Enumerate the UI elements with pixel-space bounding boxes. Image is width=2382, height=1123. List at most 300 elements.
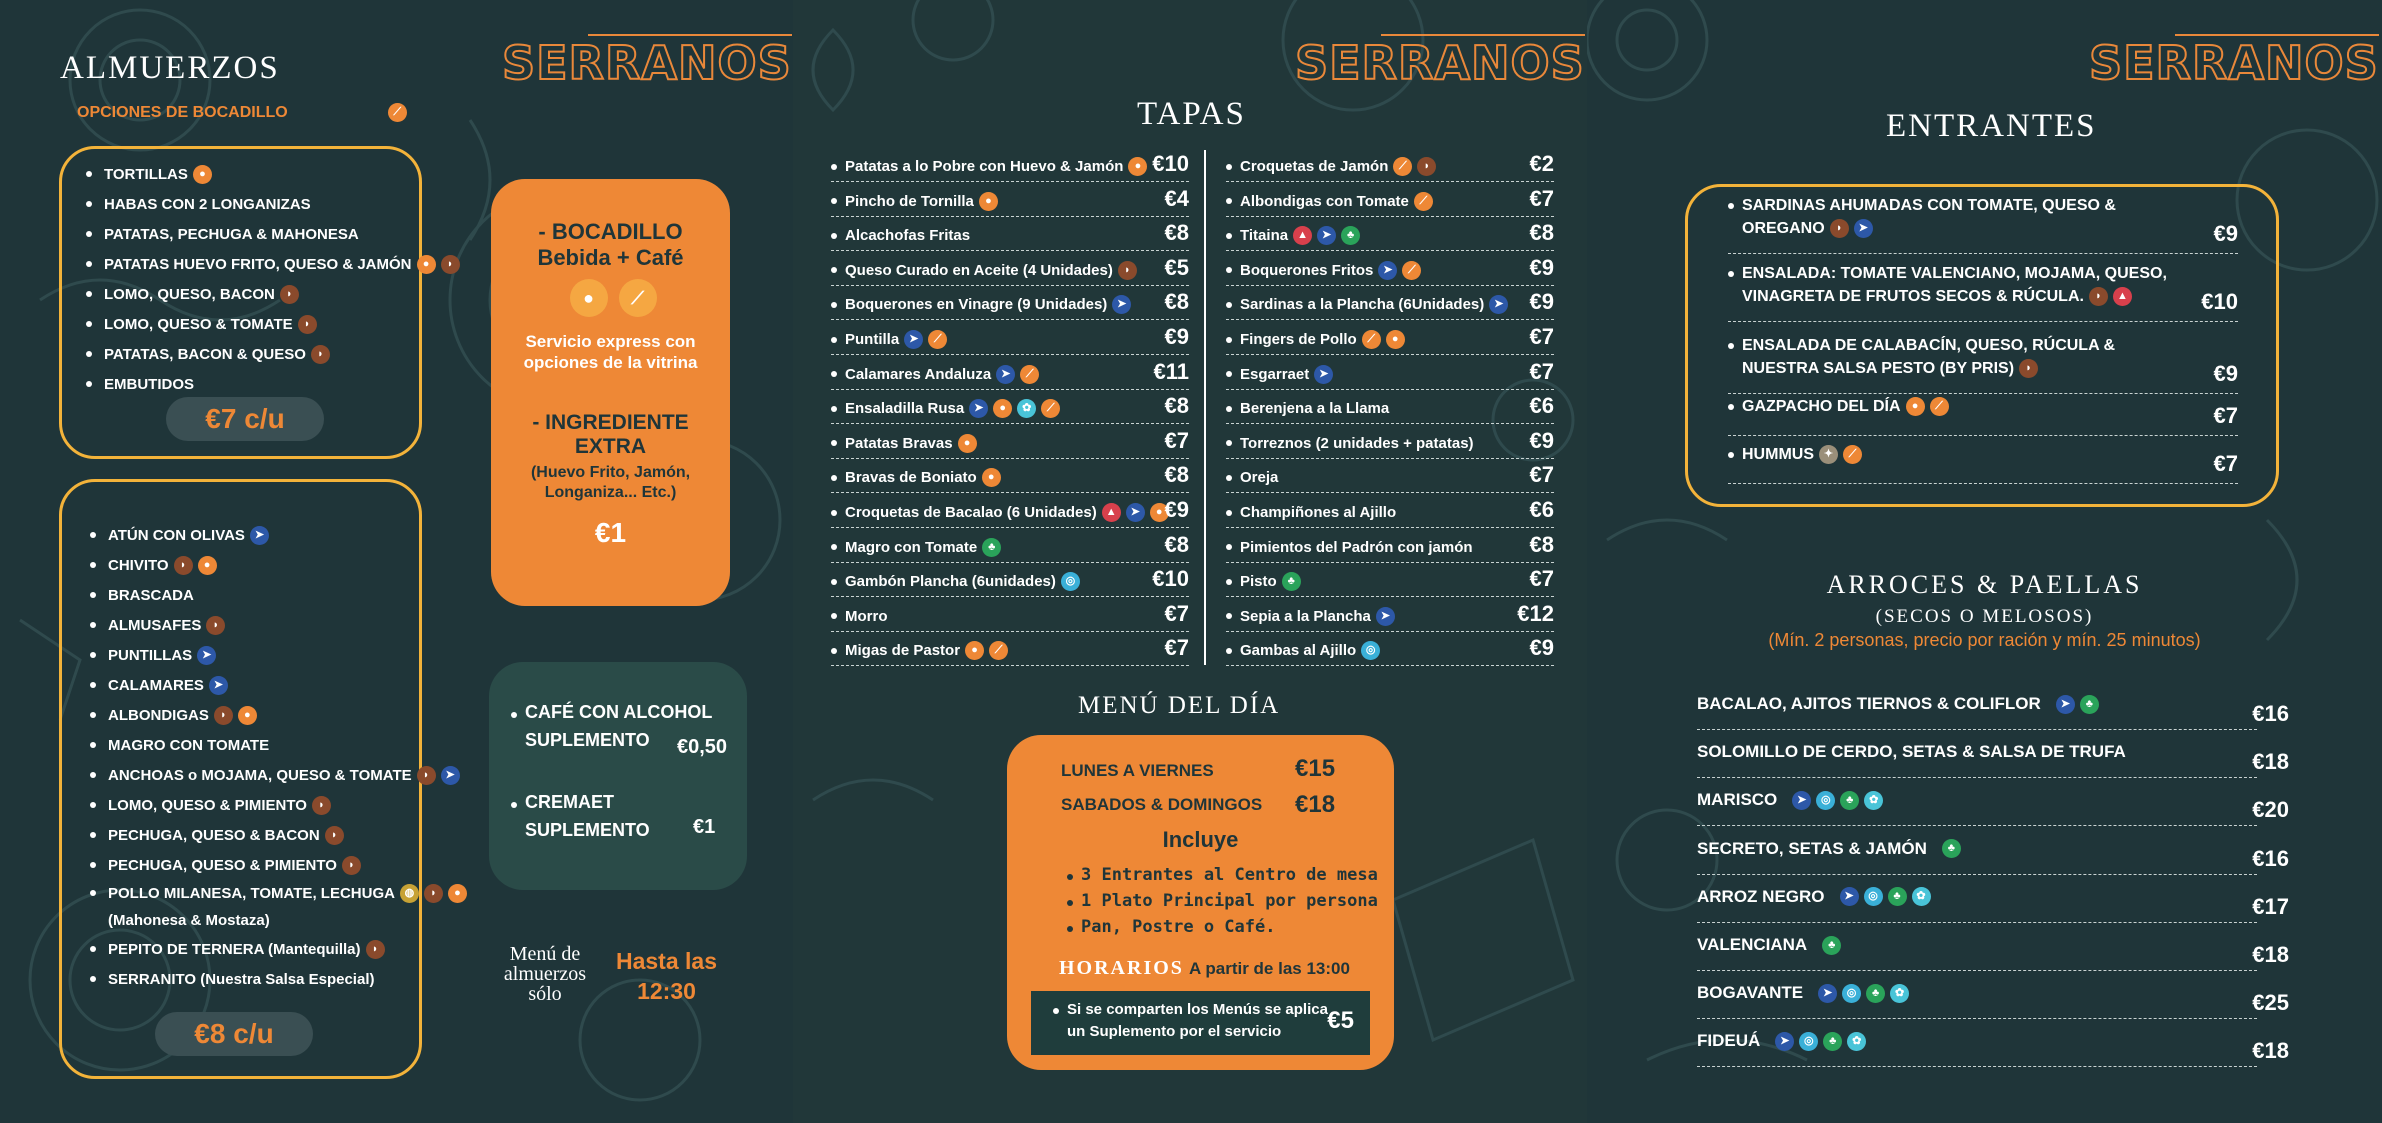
item-name: PECHUGA, QUESO & PIMIENTO [108, 856, 337, 874]
list-item [84, 339, 460, 369]
row-name [1697, 694, 2099, 714]
row-name [831, 503, 1169, 522]
entrante-name-cont: OREGANO [1742, 219, 1825, 237]
entrante-price: €7 [2213, 451, 2238, 476]
gluten-allergen-icon: ⟋ [989, 641, 1008, 660]
arroz-name: SECRETO, SETAS & JAMÓN [1697, 838, 1927, 858]
row-name [1226, 607, 1395, 626]
dairy-allergen-icon: ◗ [206, 616, 225, 635]
bullet [1728, 343, 1734, 349]
logo-bar [588, 34, 792, 36]
almuerzo-footer-right: Hasta las 12:30 [615, 948, 717, 1004]
cremaet-sup: SUPLEMENTO [525, 820, 650, 840]
egg-allergen-icon: ● [238, 706, 257, 725]
bullet [1226, 579, 1232, 585]
arroz-row [1697, 690, 2289, 730]
row-name [1226, 435, 1474, 452]
promo-express: Servicio express con opciones de la vitrina [523, 332, 698, 372]
coffee-box [489, 662, 747, 890]
dairy-allergen-icon: ◗ [312, 796, 331, 815]
row-name [1226, 539, 1473, 556]
panel-almuerzos [0, 0, 793, 1123]
item-price: €12 [1517, 600, 1554, 626]
dairy-allergen-icon: ◗ [366, 940, 385, 959]
item-price: €7 [1529, 185, 1554, 211]
row-name [1697, 983, 1909, 1003]
bullet [831, 648, 837, 654]
row-name [1226, 641, 1380, 660]
fish-allergen-icon: ➤ [1775, 1032, 1794, 1051]
menu-row [831, 256, 1189, 286]
item-name: Pincho de Tornilla [845, 192, 974, 210]
arroces-note: (Mín. 2 personas, precio por ración y mín. 25 minutos) [1768, 630, 2201, 650]
egg-allergen-icon: ● [193, 165, 212, 184]
fish-allergen-icon: ➤ [209, 676, 228, 695]
crustacean-allergen-icon: ✿ [1912, 887, 1931, 906]
menu-row [831, 221, 1189, 251]
row-name [1226, 504, 1396, 521]
entrante-line1 [1728, 445, 2238, 464]
crustacean-allergen-icon: ✿ [1864, 791, 1883, 810]
list-item-subline [88, 906, 467, 934]
cafe-alcohol [511, 702, 712, 723]
entrante-line2 [1728, 219, 2238, 238]
fish-allergen-icon: ➤ [1792, 791, 1811, 810]
promo-line2: Bebida + Café [537, 245, 684, 270]
row-name [831, 295, 1131, 314]
bullet [831, 406, 837, 412]
item-name: EMBUTIDOS [104, 375, 194, 393]
arroz-price: €18 [2252, 1038, 2289, 1064]
bullet [1226, 510, 1232, 516]
bullet [831, 613, 837, 619]
item-name: Sardinas a la Plancha (6Unidades) [1240, 296, 1485, 314]
menu-row [1226, 463, 1554, 493]
egg-icon: ● [570, 279, 608, 317]
row-name [1697, 839, 1961, 859]
milk-allergen-icon: ▲ [1293, 226, 1312, 245]
bullet [1728, 203, 1734, 209]
bocadillo-subtitle-text: OPCIONES DE BOCADILLO [77, 103, 288, 121]
item-name: Ensaladilla Rusa [845, 400, 965, 418]
bocadillo-subtitle [77, 103, 407, 122]
menu-row [831, 394, 1189, 424]
fish-allergen-icon: ➤ [1840, 887, 1859, 906]
item-price: €9 [1164, 324, 1189, 349]
menu-row [1226, 256, 1554, 286]
entrante-price: €9 [2213, 361, 2238, 386]
dairy-allergen-icon: ◗ [2089, 287, 2108, 306]
item-name: PATATAS, BACON & QUESO [104, 345, 306, 363]
sulphite-allergen-icon: ♣ [1282, 572, 1301, 591]
item-price: €10 [1152, 151, 1189, 176]
item-name: ATÚN CON OLIVAS [108, 526, 245, 544]
item-name: Albondigas con Tomate [1240, 192, 1409, 210]
arroces-sub: (SECOS O MELOSOS) [1875, 606, 2094, 627]
row-name [831, 365, 1039, 384]
horarios-label: HORARIOS [1059, 957, 1184, 979]
row-name [831, 608, 888, 625]
row-name [1697, 935, 1841, 955]
entrante-row [1728, 265, 2238, 322]
dairy-allergen-icon: ◗ [1118, 261, 1137, 280]
dairy-allergen-icon: ◗ [1417, 157, 1436, 176]
dairy-allergen-icon: ◗ [342, 856, 361, 875]
gluten-allergen-icon: ⟋ [928, 330, 947, 349]
entrante-price: €9 [2213, 221, 2238, 246]
sulphite-allergen-icon: ♣ [982, 538, 1001, 557]
bullet [1728, 404, 1734, 410]
arroz-price: €18 [2252, 942, 2289, 967]
inc-3-text: Pan, Postre o Café. [1081, 917, 1276, 937]
menu-row [1226, 187, 1554, 217]
item-name: CHIVITO [108, 556, 169, 574]
bullet [831, 510, 837, 516]
arroz-row [1697, 738, 2289, 778]
gluten-allergen-icon: ⟋ [1393, 157, 1412, 176]
sulphite-allergen-icon: ♣ [1942, 839, 1961, 858]
arroz-name: VALENCIANA [1697, 935, 1808, 954]
bullet [831, 440, 837, 446]
logo-text: SERRANOS [1295, 36, 1585, 90]
inc-2 [1067, 891, 1378, 911]
item-name: PATATAS HUEVO FRITO, QUESO & JAMÓN [104, 255, 412, 273]
entrante-name: GAZPACHO DEL DÍA [1742, 397, 1901, 415]
fish-allergen-icon: ➤ [1854, 219, 1873, 238]
item-price: €8 [1529, 531, 1554, 557]
entrante-line2 [1728, 287, 2238, 306]
row-name [831, 399, 1060, 418]
row-name [1226, 261, 1421, 280]
item-price: €9 [1529, 289, 1554, 315]
egg-allergen-icon: ● [982, 468, 1001, 487]
menu-row [1226, 602, 1554, 632]
tapas-title: TAPAS [1137, 96, 1246, 132]
sulphite-allergen-icon: ♣ [1341, 226, 1360, 245]
arroz-price: €25 [2252, 990, 2289, 1016]
item-subline: (Mahonesa & Mostaza) [108, 911, 270, 929]
entrante-line1 [1728, 397, 2238, 416]
entrante-line1 [1728, 337, 2238, 355]
list-item [88, 880, 467, 906]
item-name: MAGRO CON TOMATE [108, 736, 270, 754]
list-item [88, 580, 467, 610]
menu-row [831, 290, 1189, 320]
dairy-allergen-icon: ◗ [2019, 359, 2038, 378]
item-price: €8 [1164, 289, 1189, 315]
sulphite-allergen-icon: ♣ [1888, 887, 1907, 906]
entrante-name-cont: NUESTRA SALSA PESTO (BY PRIS) [1742, 359, 2015, 377]
row-name [831, 434, 977, 453]
item-price: €8 [1164, 393, 1189, 419]
mollusc-allergen-icon: ◎ [1842, 984, 1861, 1003]
item-name: Berenjena a la Llama [1240, 400, 1390, 418]
bullet [1226, 440, 1232, 446]
bullet [831, 475, 837, 481]
arroz-row [1697, 883, 2289, 923]
bullet [1226, 337, 1232, 343]
item-name: Magro con Tomate [845, 538, 978, 556]
fish-allergen-icon: ➤ [250, 526, 269, 545]
item-price: €7 [1529, 324, 1554, 349]
item-name: Calamares Andaluza [845, 365, 992, 383]
arroz-row [1697, 835, 2289, 875]
share-price: €5 [1327, 1007, 1354, 1034]
item-name: Patatas a lo Pobre con Huevo & Jamón [845, 158, 1124, 175]
item-name: Boquerones Fritos [1240, 261, 1374, 279]
cremaet [511, 792, 614, 813]
item-price: €9 [1529, 427, 1554, 453]
promo-box [491, 179, 730, 606]
fish-allergen-icon: ➤ [1126, 503, 1145, 522]
crustacean-allergen-icon: ✿ [1847, 1032, 1866, 1051]
bullet [831, 579, 837, 585]
list-item [88, 730, 467, 760]
item-name: ALBONDIGAS [108, 706, 209, 724]
fish-allergen-icon: ➤ [1376, 607, 1395, 626]
item-name: Fingers de Pollo [1240, 331, 1357, 348]
dairy-allergen-icon: ◗ [325, 826, 344, 845]
item-price: €7 [1529, 566, 1554, 592]
row-name [1226, 295, 1508, 314]
share-line2: un Suplemento por el servicio [1067, 1023, 1282, 1040]
bocadillo-list-7 [84, 159, 460, 399]
cremaet-price: €1 [693, 816, 716, 838]
item-name: LOMO, QUESO & TOMATE [104, 315, 293, 333]
list-item [84, 369, 460, 399]
item-price: €7 [1164, 427, 1189, 453]
bullet [831, 267, 837, 273]
row-name [1226, 192, 1433, 211]
item-name: CALAMARES [108, 676, 204, 694]
item-name: Gambas al Ajillo [1240, 642, 1357, 660]
entrante-name: HUMMUS [1742, 445, 1814, 463]
row-name [831, 261, 1137, 280]
item-name: TORTILLAS [104, 165, 188, 183]
tapas-divider [1204, 150, 1206, 665]
menu-row [831, 533, 1189, 563]
item-name: SERRANITO (Nuestra Salsa Especial) [108, 970, 375, 988]
logo-bar [2175, 34, 2379, 36]
item-name: Pimientos del Padrón con jamón [1240, 538, 1473, 556]
item-name: Boquerones en Vinagre (9 Unidades) [845, 296, 1108, 314]
milk-allergen-icon: ▲ [2113, 287, 2132, 306]
item-name: POLLO MILANESA, TOMATE, LECHUGA [108, 884, 395, 902]
mollusc-allergen-icon: ◎ [1816, 791, 1835, 810]
weekdays-price: €15 [1295, 755, 1336, 782]
dairy-allergen-icon: ◗ [441, 255, 460, 274]
list-item [88, 670, 467, 700]
cafe-alcohol-sup: SUPLEMENTO [525, 730, 650, 750]
arroz-price: €16 [2252, 701, 2289, 726]
fish-allergen-icon: ➤ [1818, 984, 1837, 1003]
list-item [84, 279, 460, 309]
fish-allergen-icon: ➤ [996, 365, 1015, 384]
entrante-name: ENSALADA: TOMATE VALENCIANO, MOJAMA, QUESO, [1742, 265, 2167, 282]
row-name [831, 227, 970, 244]
share-line1 [1053, 1001, 1328, 1018]
list-item [88, 700, 467, 730]
arroz-name: SOLOMILLO DE CERDO, SETAS & SALSA DE TRUFA [1697, 742, 2126, 762]
serranos-logo [1295, 36, 1585, 90]
list-item [88, 934, 467, 964]
item-name: PECHUGA, QUESO & BACON [108, 826, 320, 844]
egg-allergen-icon: ● [979, 192, 998, 211]
item-price: €2 [1529, 151, 1554, 176]
list-item [88, 790, 467, 820]
row-name [1226, 400, 1389, 417]
crustacean-allergen-icon: ✿ [1017, 399, 1036, 418]
item-name: Patatas Bravas [845, 434, 953, 452]
fish-allergen-icon: ➤ [1314, 365, 1333, 384]
row-name [831, 468, 1001, 487]
list-item [88, 850, 467, 880]
menu-row [831, 567, 1189, 597]
mollusc-allergen-icon: ◎ [1361, 641, 1380, 660]
logo-text: SERRANOS [502, 36, 792, 90]
cafe-alcohol-label: CAFÉ CON ALCOHOL [525, 702, 713, 722]
almuerzos-title: ALMUERZOS [60, 50, 280, 86]
row-name [831, 330, 947, 349]
list-item [88, 550, 467, 580]
menu-row [1226, 221, 1554, 251]
weekdays-label: LUNES A VIERNES [1061, 761, 1214, 780]
item-price: €9 [1529, 254, 1554, 280]
item-price: €5 [1164, 254, 1189, 280]
menu-row [1226, 429, 1554, 459]
sulphite-allergen-icon: ♣ [1822, 936, 1841, 955]
cafe-alcohol-price: €0,50 [677, 736, 728, 758]
entrante-row [1728, 445, 2238, 484]
arroz-row [1697, 1027, 2289, 1067]
egg-allergen-icon: ● [417, 255, 436, 274]
weekend-label: SABADOS & DOMINGOS [1061, 795, 1263, 814]
list-item [84, 189, 460, 219]
bullet [1067, 874, 1073, 880]
dairy-allergen-icon: ◗ [214, 706, 233, 725]
row-name [1226, 469, 1278, 486]
crustacean-allergen-icon: ✿ [1890, 984, 1909, 1003]
entrante-name: SARDINAS AHUMADAS CON TOMATE, QUESO & [1742, 197, 2116, 214]
mustard-allergen-icon: ◍ [400, 884, 419, 903]
extra-price: €1 [594, 517, 627, 548]
arroz-row [1697, 979, 2289, 1019]
bocadillo-box-8 [59, 479, 461, 1079]
bullet [831, 544, 837, 550]
gluten-allergen-icon: ⟋ [1930, 397, 1949, 416]
price-7-badge: €7 c/u [166, 397, 324, 441]
horarios-value: A partir de las 13:00 [1189, 959, 1350, 978]
list-item [84, 159, 460, 189]
logo-text: SERRANOS [2089, 36, 2379, 90]
row-name [831, 572, 1080, 591]
menu-row [1226, 360, 1554, 390]
menu-row [831, 602, 1189, 632]
menu-row [831, 463, 1189, 493]
item-price: €6 [1529, 393, 1554, 419]
item-name: Gambón Plancha (6unidades) [845, 573, 1056, 591]
item-name: PATATAS, PECHUGA & MAHONESA [104, 225, 359, 243]
item-name: Puntilla [845, 331, 900, 348]
item-price: €4 [1164, 185, 1189, 211]
bullet [1067, 926, 1073, 932]
menu-row [831, 187, 1189, 217]
arroz-price: €18 [2252, 749, 2289, 775]
entrante-price: €7 [2213, 403, 2238, 428]
bullet [831, 164, 837, 170]
share-line1-text: Si se comparten los Menús se aplica [1067, 1001, 1328, 1018]
gluten-icon: ⟋ [619, 279, 657, 317]
entrante-line2 [1728, 359, 2238, 378]
item-name: HABAS CON 2 LONGANIZAS [104, 195, 311, 213]
item-price: €8 [1164, 220, 1189, 246]
list-item [88, 640, 467, 670]
bullet [1067, 900, 1073, 906]
incluye-label: Incluye [1162, 827, 1239, 852]
dairy-allergen-icon: ◗ [174, 556, 193, 575]
item-name: PUNTILLAS [108, 646, 193, 664]
item-name: Croquetas de Bacalao (6 Unidades) [845, 504, 1097, 521]
bullet [831, 233, 837, 239]
bullet [831, 371, 837, 377]
egg-allergen-icon: ● [1906, 397, 1925, 416]
menu-row [831, 636, 1189, 666]
row-name [1226, 572, 1301, 591]
item-price: €10 [1152, 566, 1189, 592]
fish-allergen-icon: ➤ [969, 399, 988, 418]
egg-allergen-icon: ● [448, 884, 467, 903]
sulphite-allergen-icon: ♣ [1823, 1032, 1842, 1051]
bullet [1728, 271, 1734, 277]
entrante-price: €10 [2201, 289, 2238, 314]
item-name: Esgarraet [1240, 365, 1310, 383]
menu-row [1226, 636, 1554, 666]
entrante-line1 [1728, 265, 2238, 283]
share-box [1031, 991, 1370, 1055]
inc-1-text: 3 Entrantes al Centro de mesa [1081, 865, 1378, 885]
bullet [1226, 613, 1232, 619]
logo-bar [1381, 34, 1585, 36]
inc-2-text: 1 Plato Principal por persona [1081, 891, 1378, 911]
panel-entrantes [1587, 0, 2382, 1123]
fish-allergen-icon: ➤ [197, 646, 216, 665]
entrantes-title: ENTRANTES [1886, 108, 2097, 144]
sesame-allergen-icon: ✦ [1819, 445, 1838, 464]
gluten-allergen-icon: ⟋ [1362, 330, 1381, 349]
mollusc-allergen-icon: ◎ [1864, 887, 1883, 906]
bullet [831, 198, 837, 204]
entrante-row [1728, 397, 2238, 436]
bullet [1226, 371, 1232, 377]
menu-row [1226, 325, 1554, 355]
item-name: Pisto [1240, 573, 1277, 591]
mollusc-allergen-icon: ◎ [1799, 1032, 1818, 1051]
row-name [1697, 1031, 1866, 1051]
entrante-row [1728, 197, 2238, 254]
bullet [1226, 233, 1232, 239]
arroz-name: FIDEUÁ [1697, 1031, 1761, 1051]
menu-row [1226, 152, 1554, 182]
list-item [88, 760, 467, 790]
egg-allergen-icon: ● [1128, 157, 1147, 176]
item-name: Titaina [1240, 227, 1289, 245]
dairy-allergen-icon: ◗ [298, 315, 317, 334]
inc-3 [1067, 917, 1275, 937]
item-price: €11 [1153, 358, 1189, 384]
fish-allergen-icon: ➤ [904, 330, 923, 349]
item-price: €9 [1164, 497, 1189, 522]
extra-note: (Huevo Frito, Jamón, Longaniza... Etc.) [530, 464, 691, 501]
